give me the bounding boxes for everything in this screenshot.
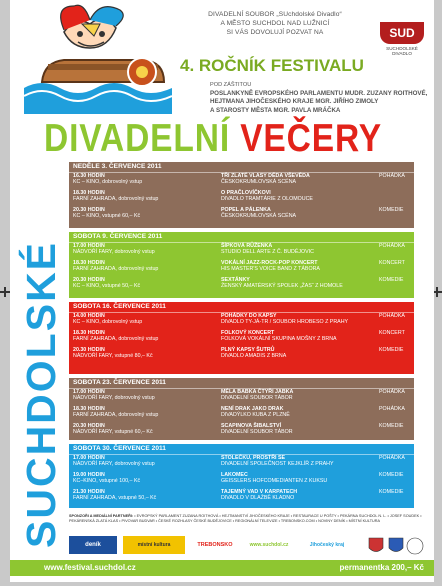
patronage-text	[210, 90, 430, 115]
event-company: DIVADÝLKO KUBA Z PLZNĚ	[221, 412, 290, 419]
event-title: ŠÍPKOVÁ RŮŽENKA	[221, 243, 273, 249]
day-date: SOBOTA 16. ČERVENCE 2011	[73, 303, 166, 310]
jester-boat-logo	[24, 2, 172, 114]
event-title: SEXTÁNKY	[221, 277, 250, 283]
event-time: 20.30 HODIN	[73, 207, 105, 213]
event-place: FARNÍ ZAHRADA, dobrovolný vstup	[73, 196, 159, 203]
sponsor-logo: www.suchdol.cz	[249, 542, 289, 548]
event-place: NÁDVOŘÍ FARY, dobrovolný vstup	[73, 395, 155, 402]
program-row	[69, 347, 414, 364]
program-day-5	[69, 444, 414, 508]
event-time: 14.00 HODIN	[73, 313, 105, 319]
festival-word: FESTIVALU	[270, 56, 364, 75]
event-genre: POHÁDKA	[379, 313, 405, 319]
sud-logo	[376, 16, 428, 60]
event-genre: POHÁDKA	[379, 173, 405, 179]
day-date: SOBOTA 23. ČERVENCE 2011	[73, 379, 166, 386]
sponsor-logos	[69, 536, 429, 556]
festival-heading	[180, 56, 432, 76]
event-time: 18.30 HODIN	[73, 406, 105, 412]
program-day-4	[69, 378, 414, 440]
program-row	[69, 489, 414, 506]
sponsor-logo: deník	[69, 536, 117, 554]
event-genre: KOMEDIE	[379, 277, 404, 283]
event-genre: KOMEDIE	[379, 472, 404, 478]
event-genre: KONCERT	[379, 330, 405, 336]
coat-of-arms-logos	[365, 536, 425, 556]
intro-line: SI VÁS DOVOLUJÍ POZVAT NA	[226, 29, 324, 36]
event-time: 17.00 HODIN	[73, 389, 105, 395]
main-title	[44, 117, 383, 160]
event-place: NÁDVOŘÍ FARY, dobrovolný vstup	[73, 249, 155, 256]
event-company: ČESKOKRUMLOVSKÁ SCÉNA	[221, 179, 297, 186]
sponsors-list: • EVROPSKÝ PARLAMENT ZUZANA ROITHOVÁ • HEJTMANSTVÍ JIHOČESKÉHO KRAJE • RESTAURACE U POŠTY • PEKÁRNA SUCHDOL N. L. • JOSEF SOUDEK • PEKÁRENSKÁ ZLATÁ KLAS • PIVOVAR BUDVAR • ČESKÉ ROZHLASY ČESKÉ BUDĚJOVICE • REGIONÁLNÍ TELEVIZE • TREBONSKO.COM • NOVINY DENÍK • MÍSTNÍ KULTURA	[69, 514, 422, 523]
event-genre: POHÁDKA	[379, 406, 405, 412]
event-company: DIVADELNÍ SPOLEČNOST KEJKLÍŘ Z PRAHY	[221, 461, 334, 468]
event-place: NÁDVOŘÍ FARY, vstupné 80,– Kč	[73, 353, 153, 360]
event-time: 20.30 HODIN	[73, 277, 105, 283]
sponsors-label: SPONZOŘI A MEDIÁLNÍ PARTNEŘI:	[69, 514, 134, 518]
event-genre: POHÁDKA	[379, 455, 405, 461]
program-row	[69, 472, 414, 489]
intro-line: A MĚSTO SUCHDOL NAD LUŽNICÍ	[220, 20, 330, 27]
event-title: TAJEMNÝ VAD V KARPATECH	[221, 489, 298, 495]
event-place: FARNÍ ZAHRADA, dobrovolný vstup	[73, 412, 159, 419]
event-place: FARNÍ ZAHRADA, dobrovolný vstup	[73, 266, 159, 273]
event-place: KC – KINO, dobrovolný vstup	[73, 319, 143, 326]
program-row	[69, 277, 414, 294]
event-title: PLNÝ KAPSY ŠUTRŮ	[221, 347, 275, 353]
program-row	[69, 330, 414, 347]
event-company: ŽENSKÝ AMATÉRSKÝ SPOLEK „ŽAS“ Z HOMOLE	[221, 283, 343, 290]
program-row	[69, 207, 414, 224]
day-date: SOBOTA 9. ČERVENCE 2011	[73, 233, 163, 240]
event-place: NÁDVOŘÍ FARY, vstupné 60,– Kč	[73, 429, 153, 436]
event-title: MÉLA BABKA ČTYŘI JABKA	[221, 389, 294, 395]
event-company: ČESKOKRUMLOVSKÁ SCÉNA	[221, 213, 297, 220]
event-time: 20.30 HODIN	[73, 423, 105, 429]
event-time: 18.30 HODIN	[73, 190, 105, 196]
event-genre: KOMEDIE	[379, 423, 404, 429]
event-title: TŘI ZLATÉ VLASY DĚDA VŠEVĚDA	[221, 173, 310, 179]
event-place: FARNÍ ZAHRADA, vstupné 50,– Kč	[73, 495, 157, 502]
event-place: FARNÍ ZAHRADA, dobrovolný vstup	[73, 336, 159, 343]
program-row	[69, 313, 414, 330]
event-genre: KOMEDIE	[379, 347, 404, 353]
event-time: 18.30 HODIN	[73, 330, 105, 336]
day-date: SOBOTA 30. ČERVENCE 2011	[73, 445, 166, 452]
event-company: DIVADLO TRAMTÁRIE Z OLOMOUCE	[221, 196, 313, 203]
event-company: FOLKOVÁ VOKÁLNÍ SKUPINA MOŠNY Z BRNA	[221, 336, 337, 343]
program-row	[69, 423, 414, 440]
event-genre: KOMEDIE	[379, 489, 404, 495]
program-row	[69, 260, 414, 277]
event-place: KC – KINO, vstupné 60,– Kč	[73, 213, 141, 220]
intro-text	[188, 10, 362, 37]
crop-mark-left	[0, 287, 10, 297]
event-time: 18.30 HODIN	[73, 260, 105, 266]
event-title: LAKOMEC	[221, 472, 248, 478]
event-genre: POHÁDKA	[379, 243, 405, 249]
event-genre: KOMEDIE	[379, 207, 404, 213]
event-place: KC – KINO, dobrovolný vstup	[73, 179, 143, 186]
event-title: VOKÁLNÍ JAZZ-ROCK-POP KONCERT	[221, 260, 318, 266]
title-red: VEČERY	[240, 117, 383, 160]
sponsors-text	[69, 514, 429, 524]
vertical-title: SUCHDOLSKÉ	[18, 240, 64, 548]
intro-line: DIVADELNÍ SOUBOR „SUchdolské Divadlo“	[208, 11, 342, 18]
event-title: STOLEČKU, PROSTŘI SE	[221, 455, 286, 461]
program-day-1	[69, 162, 414, 228]
festival-poster	[10, 0, 434, 582]
event-title: FOLKOVÝ KONCERT	[221, 330, 275, 336]
event-time: 19.00 HODIN	[73, 472, 105, 478]
title-green: DIVADELNÍ	[44, 117, 231, 160]
patronage-label: POD ZÁŠTITOU	[210, 82, 252, 88]
footer-price: permanentka 200,– Kč	[339, 563, 424, 572]
program-row	[69, 190, 414, 207]
program-row	[69, 406, 414, 423]
footer-url: www.festival.suchdol.cz	[44, 563, 136, 572]
sponsor-logo: TREBONSKO	[197, 542, 233, 548]
event-title: NENÍ DRAK JAKO DRAK	[221, 406, 284, 412]
program-row	[69, 243, 414, 260]
sponsor-logo: Jihočeský kraj	[309, 542, 345, 548]
event-place: KC – KINO, vstupné 50,– Kč	[73, 283, 141, 290]
program-row	[69, 389, 414, 406]
event-title: POHÁDKY DO KAPSY	[221, 313, 277, 319]
event-company: STUDIO DELL ARTE Z Č. BUDĚJOVIC	[221, 249, 315, 256]
event-company: DIVADLO AMADIS Z BRNA	[221, 353, 287, 360]
event-company: HIS MASTER'S VOICE BAND Z TÁBORA	[221, 266, 320, 273]
event-company: DIVADLO TY-JÁ-TR / SOUBOR HROBESO Z PRAHY	[221, 319, 349, 326]
event-time: 20.30 HODIN	[73, 347, 105, 353]
patron-line: HEJTMANA JIHOČESKÉHO KRAJE MGR. JIŘÍHO ZIMOLY	[210, 98, 379, 106]
event-genre: POHÁDKA	[379, 389, 405, 395]
event-time: 21.30 HODIN	[73, 489, 105, 495]
event-place: NÁDVOŘÍ FARY, dobrovolný vstup	[73, 461, 155, 468]
day-date: NEDĚLE 3. ČERVENCE 2011	[73, 163, 162, 170]
event-time: 17.00 HODIN	[73, 243, 105, 249]
patron-line: POSLANKYNĚ EVROPSKÉHO PARLAMENTU MUDR. ZUZANY ROITHOVÉ,	[210, 90, 428, 97]
footer-bar	[10, 560, 434, 576]
event-company: DIVADELNÍ SOUBOR TÁBOR	[221, 429, 293, 436]
event-title: SCAPINOVA ŠIBALSTVÍ	[221, 423, 282, 429]
patron-line: A STAROSTY MĚSTA MGR. PAVLA MRÁČKA	[210, 106, 341, 114]
program-row	[69, 455, 414, 472]
event-time: 17.00 HODIN	[73, 455, 105, 461]
event-company: DIVADELNÍ SOUBOR TÁBOR	[221, 395, 293, 402]
sud-caption: SUCHDOLSKÉ DIVADLO	[386, 46, 418, 56]
event-title: O PRAČLOVÍČKOVI	[221, 190, 271, 196]
sud-badge: SUD	[380, 22, 424, 44]
sponsor-logo: místní kultura	[123, 536, 185, 554]
program-day-2	[69, 232, 414, 298]
event-title: POPEL A PÁLENKA	[221, 207, 271, 213]
event-place: KC–KINO, vstupné 100,– Kč	[73, 478, 141, 485]
event-company: DIVADLO V DLAŽBĚ KLADNO	[221, 495, 295, 502]
event-time: 16.30 HODIN	[73, 173, 105, 179]
event-company: GEISSLERS HOFCOMEDIANTEN Z KUKSU	[221, 478, 328, 485]
program-row	[69, 173, 414, 190]
event-genre: KONCERT	[379, 260, 405, 266]
festival-number: 4. ROČNÍK	[180, 56, 266, 75]
program-day-3	[69, 302, 414, 374]
